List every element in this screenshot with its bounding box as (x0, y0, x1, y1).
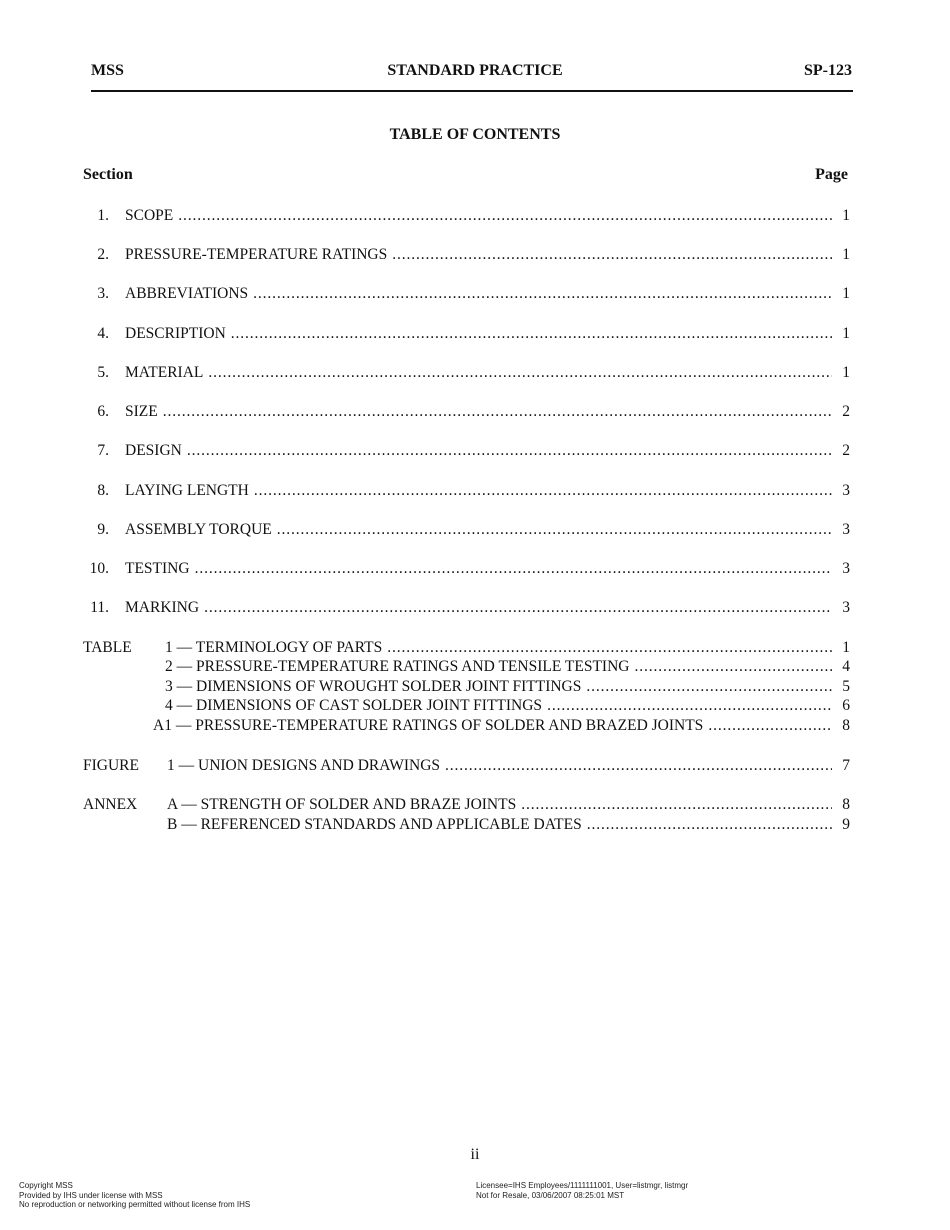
dot-leader (387, 244, 832, 266)
footer-line: No reproduction or networking permitted without license from IHS (19, 1200, 251, 1209)
table-group-label: TABLE (83, 639, 132, 656)
section-title: SIZE (125, 403, 158, 420)
section-number: 2. (97, 246, 109, 263)
page-ref: 3 (842, 521, 850, 538)
section-title: ASSEMBLY TORQUE (125, 521, 272, 538)
section-column-label: Section (83, 166, 133, 183)
dot-leader (158, 401, 832, 423)
page-number: ii (470, 1146, 480, 1163)
dot-leader (248, 283, 832, 305)
dot-leader (226, 323, 832, 345)
dot-leader (440, 755, 832, 777)
section-title: MATERIAL (125, 364, 204, 381)
section-title: DESCRIPTION (125, 325, 226, 342)
toc-entry-table-a1[interactable] (83, 715, 850, 737)
footer-line: Licensee=IHS Employees/1111111001, User=listmgr, listmgr (476, 1181, 689, 1190)
toc-entry-pressure-temperature-ratings[interactable] (83, 244, 850, 266)
annex-entry (167, 814, 832, 836)
annex-title: A — STRENGTH OF SOLDER AND BRAZE JOINTS (167, 796, 517, 813)
toc-entry-description[interactable] (83, 323, 850, 345)
page-ref: 3 (842, 599, 850, 616)
section-title: PRESSURE-TEMPERATURE RATINGS (125, 246, 388, 263)
section-number: 5. (97, 364, 109, 381)
toc-entry-annex-a[interactable] (83, 794, 850, 816)
figure-title: 1 — UNION DESIGNS AND DRAWINGS (167, 757, 441, 774)
section-title: MARKING (125, 599, 200, 616)
section-title: LAYING LENGTH (125, 482, 249, 499)
toc-entry-figure-1[interactable] (83, 755, 850, 777)
annex-entry (167, 794, 832, 816)
page-ref: 1 (842, 639, 850, 656)
footer-line: Provided by IHS under license with MSS (19, 1190, 163, 1200)
page-ref: 2 (842, 442, 850, 459)
annex-title: B — REFERENCED STANDARDS AND APPLICABLE DATES (167, 816, 582, 833)
page-ref: 7 (842, 757, 850, 774)
toc-entry-size[interactable] (83, 401, 850, 423)
page-ref: 3 (842, 560, 850, 577)
table-title: 3 — DIMENSIONS OF WROUGHT SOLDER JOINT FITTINGS (165, 678, 582, 695)
page-ref: 1 (842, 207, 850, 224)
toc-entry-material[interactable] (83, 362, 850, 384)
page-ref: 6 (842, 697, 850, 714)
footer-copyright (19, 1181, 250, 1210)
section-number: 11. (90, 599, 109, 616)
page-ref: 2 (842, 403, 850, 420)
page-ref: 8 (842, 796, 850, 813)
dot-leader (182, 440, 832, 462)
table-entry (165, 656, 832, 678)
section-number: 8. (97, 482, 109, 499)
page-ref: 1 (842, 325, 850, 342)
section-number: 10. (89, 560, 109, 577)
toc-entry-design[interactable] (83, 440, 850, 462)
page-ref: 1 (842, 285, 850, 302)
table-entry (153, 715, 832, 737)
toc-entry-annex-b[interactable] (83, 814, 850, 836)
table-title: 1 — TERMINOLOGY OF PARTS (165, 639, 383, 656)
section-number: 6. (97, 403, 109, 420)
dot-leader (190, 558, 832, 580)
figure-group-label: FIGURE (83, 757, 139, 774)
toc-entry-abbreviations[interactable] (83, 283, 850, 305)
section-number: 1. (97, 207, 109, 224)
page-ref: 1 (842, 246, 850, 263)
footer-license (476, 1181, 688, 1200)
dot-leader (703, 715, 832, 737)
dot-leader (629, 656, 832, 678)
table-title: A1 — PRESSURE-TEMPERATURE RATINGS OF SOLDER AND BRAZED JOINTS (153, 717, 704, 734)
section-title: DESIGN (125, 442, 182, 459)
section-title: TESTING (125, 560, 190, 577)
dot-leader (203, 362, 832, 384)
header-right: SP-123 (804, 62, 852, 79)
section-number: 7. (97, 442, 109, 459)
page-ref: 4 (842, 658, 850, 675)
annex-group-label: ANNEX (83, 796, 138, 813)
section-title: ABBREVIATIONS (125, 285, 249, 302)
toc-entry-table-2[interactable] (83, 656, 850, 678)
footer-line: Copyright MSS (19, 1181, 73, 1190)
toc-entry-assembly-torque[interactable] (83, 519, 850, 541)
header-left: MSS (91, 62, 124, 79)
dot-leader (542, 695, 832, 717)
toc-entry-marking[interactable] (83, 597, 850, 619)
page-ref: 5 (842, 678, 850, 695)
section-title: SCOPE (125, 207, 174, 224)
header-rule (91, 90, 853, 92)
page-ref: 1 (842, 364, 850, 381)
section-number: 4. (97, 325, 109, 342)
dot-leader (199, 597, 832, 619)
dot-leader (582, 814, 832, 836)
footer-line: Not for Resale, 03/06/2007 08:25:01 MST (476, 1190, 625, 1200)
page-ref: 3 (842, 482, 850, 499)
toc-entry-testing[interactable] (83, 558, 850, 580)
toc-entry-scope[interactable] (83, 205, 850, 227)
toc-entry-laying-length[interactable] (83, 480, 850, 502)
section-number: 3. (97, 285, 109, 302)
dot-leader (173, 205, 832, 227)
dot-leader (516, 794, 832, 816)
toc-entry-table-4[interactable] (83, 695, 850, 717)
table-title: 2 — PRESSURE-TEMPERATURE RATINGS AND TENSILE TESTING (165, 658, 630, 675)
dot-leader (272, 519, 832, 541)
page-ref: 9 (842, 816, 850, 833)
dot-leader (249, 480, 832, 502)
header-center: STANDARD PRACTICE (387, 62, 563, 79)
page-column-label: Page (815, 166, 848, 183)
section-number: 9. (97, 521, 109, 538)
toc-title: TABLE OF CONTENTS (389, 126, 561, 143)
table-title: 4 — DIMENSIONS OF CAST SOLDER JOINT FITTINGS (165, 697, 543, 714)
table-entry (165, 695, 832, 717)
page-ref: 8 (842, 717, 850, 734)
figure-entry (167, 755, 832, 777)
